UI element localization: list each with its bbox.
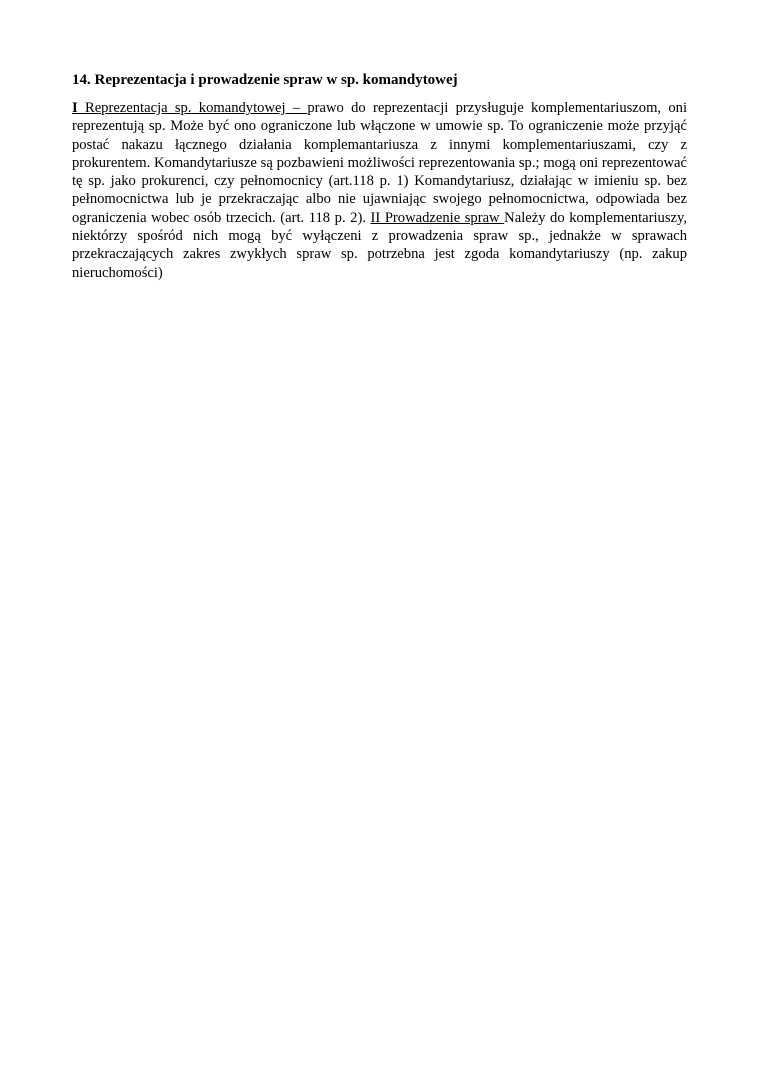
section1-heading	[72, 100, 307, 116]
section2-title: II Prowadzenie spraw	[370, 209, 505, 226]
section1-title: Reprezentacja sp. komandytowej –	[77, 100, 308, 116]
section1-text: prawo do reprezentacji przysługuje komplementariuszom, oni reprezentują sp. Może być ono ograniczone lub włączone w umowie sp. To ograniczenie może przyjąć postać nakazu łącznego działania komplemantariusza z innymi komplementariuszami, czy z prokurentem. Komandytariusze są pozbawieni możliwości reprezentowania sp.; mogą oni reprezentować tę sp. jako prokurenci, czy pełnomocnicy (art.118 p. 1) Komandytariusz, działając w imieniu sp. bez pełnomocnictwa lub je przekraczając albo nie ujawniając swojego pełnomocnictwa, odpowiada bez ograniczenia wobec osób trzecich. (art. 118 p. 2).	[72, 100, 687, 226]
section1-marker: I	[72, 100, 78, 116]
document-paragraph	[72, 99, 687, 282]
document-page	[72, 70, 687, 282]
section2-text: Należy do komplementariuszy, niektórzy spośród nich mogą być wyłączeni z prowadzenia spraw sp., jednakże w sprawach przekraczających zakres zwykłych spraw sp. potrzebna jest zgoda komandytariuszy (np. zakup nieruchomości)	[72, 209, 688, 281]
document-heading: 14. Reprezentacja i prowadzenie spraw w sp. komandytowej	[72, 72, 458, 88]
